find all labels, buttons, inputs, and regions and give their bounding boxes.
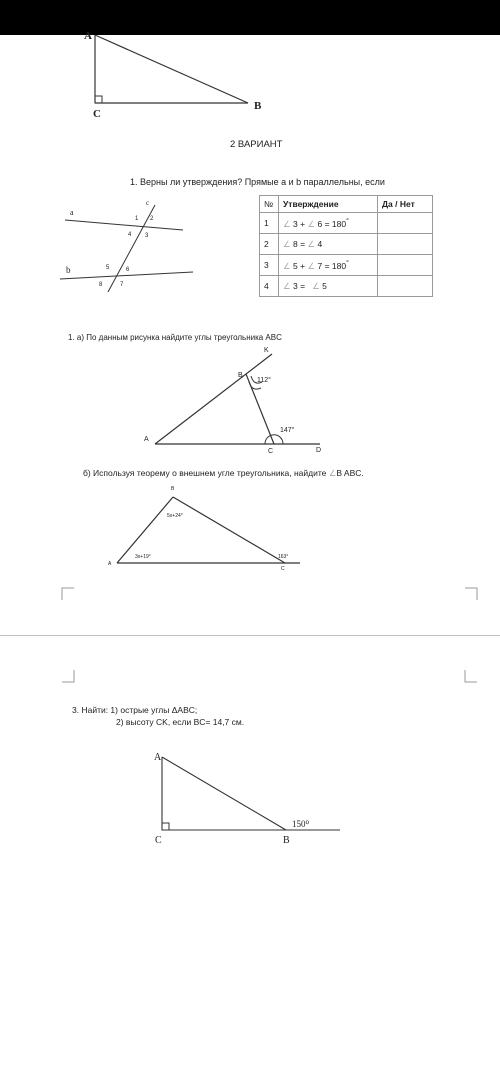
label-b-top: B: [254, 100, 262, 112]
angle-112-label: 112°: [257, 377, 271, 384]
angle-163-label: 163°: [278, 554, 289, 560]
angle-number-3: 3: [145, 233, 149, 239]
table-header-row: [260, 196, 433, 213]
table-row: [260, 255, 433, 276]
row-answer-cell[interactable]: [378, 213, 433, 234]
expr-angle-a: 3x+19°: [135, 554, 151, 560]
variant-title: 2 ВАРИАНТ: [230, 139, 283, 150]
label-a-fig-a: A: [144, 436, 149, 443]
header-statement: Утверждение: [279, 196, 378, 213]
question-1-statement: 1. Верны ли утверждения? Прямые a и b параллельны, если: [130, 177, 385, 187]
table-row: [260, 276, 433, 297]
page-corner-mark: [62, 588, 72, 598]
angle-number-8: 8: [99, 282, 103, 288]
angle-number-2: 2: [150, 216, 154, 222]
label-a-top: A: [84, 30, 92, 42]
row-number: 4: [260, 276, 279, 297]
label-c-fig-b: C: [281, 566, 285, 572]
angle-icon: ∠: [307, 260, 316, 271]
label-c-fig-3: C: [155, 835, 162, 846]
row-statement: ∠ 5 + ∠ 7 = 180°: [279, 255, 378, 276]
page-corner-mark: [465, 588, 475, 598]
row-answer-cell[interactable]: [378, 255, 433, 276]
angle-icon: ∠: [312, 280, 320, 291]
angle-number-5: 5: [106, 265, 110, 271]
angle-number-4: 4: [128, 232, 132, 238]
angle-icon: ∠: [307, 238, 316, 249]
label-b-fig-b: B: [171, 486, 175, 492]
expr-angle-b: 5x+24°: [167, 513, 183, 519]
row-statement: ∠ 3 + ∠ 6 = 180°: [279, 213, 378, 234]
label-d: D: [316, 447, 322, 454]
label-c-fig-a: C: [268, 448, 274, 455]
label-b-fig-3: B: [283, 835, 290, 846]
triangle-abc-figure-3: [0, 750, 500, 850]
angle-number-6: 6: [126, 267, 130, 273]
page-corner-mark: [465, 670, 475, 680]
angle-icon: ∠: [283, 238, 291, 249]
parallel-lines-figure: [0, 195, 250, 295]
page-corner-mark: [62, 670, 72, 680]
row-statement: ∠ 8 = ∠ 4: [279, 234, 378, 255]
angle-icon: ∠: [283, 260, 291, 271]
angle-icon: ∠: [283, 280, 291, 291]
label-k: K: [264, 347, 269, 354]
label-a-fig-b: A: [108, 561, 112, 567]
angle-147-label: 147°: [280, 427, 295, 434]
line-a-label: a: [70, 208, 74, 217]
question-1b-text: б) Используя теорему о внешнем угле треугольника, найдите ∠B ABC.: [83, 468, 364, 478]
question-3-line-1: 3. Найти: 1) острые углы ΔABC;: [72, 705, 198, 715]
statements-table: [259, 195, 433, 297]
row-answer-cell[interactable]: [378, 234, 433, 255]
line-b-label: b: [66, 265, 71, 275]
angle-icon: ∠: [307, 218, 316, 229]
table-row: [260, 213, 433, 234]
angle-number-1: 1: [135, 216, 139, 222]
label-c-top: C: [93, 108, 101, 120]
triangle-abc-figure-b: [0, 490, 500, 580]
angle-number-7: 7: [120, 282, 124, 288]
label-a-fig-3: A: [154, 752, 162, 763]
label-b-fig-a: B: [238, 372, 243, 379]
line-c-label: c: [146, 199, 150, 207]
row-number: 3: [260, 255, 279, 276]
row-statement: ∠ 3 = ∠ 5: [279, 276, 378, 297]
header-number: №: [260, 196, 279, 213]
page-divider: [0, 635, 500, 636]
header-yes-no: Да / Нет: [378, 196, 433, 213]
question-3-line-2: 2) высоту CK, если BC= 14,7 см.: [116, 717, 245, 727]
angle-icon: ∠: [283, 218, 291, 229]
question-1a-text: 1. а) По данным рисунка найдите углы треугольника ABC: [68, 333, 282, 342]
row-number: 2: [260, 234, 279, 255]
angle-150-label: 150⁰: [292, 819, 310, 829]
row-number: 1: [260, 213, 279, 234]
triangle-abc-figure-a: [0, 340, 500, 465]
table-row: [260, 234, 433, 255]
top-right-triangle-figure: [0, 0, 500, 130]
angle-icon: ∠: [328, 468, 337, 478]
row-answer-cell[interactable]: [378, 276, 433, 297]
